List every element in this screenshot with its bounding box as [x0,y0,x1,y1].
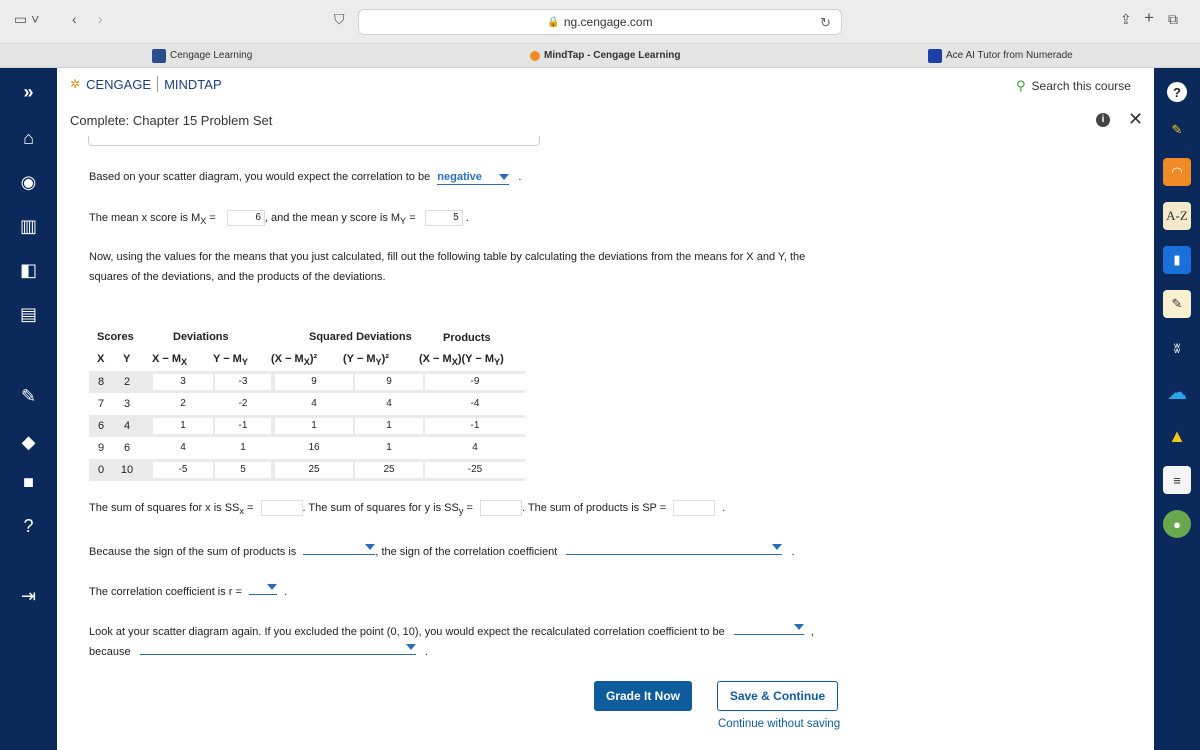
cell-sqy-input[interactable]: 1 [355,418,423,434]
brand-separator [157,76,158,92]
browser-toolbar [0,0,1200,44]
header-scores: Scores [97,331,134,343]
previous-content-box [88,136,540,146]
cell-x: 0 [97,464,105,476]
shield-icon[interactable]: ⛉ [334,11,345,27]
gradebook-icon[interactable]: ◧ [19,260,37,280]
sidebar-toggle-icon[interactable]: ▭ ˅ [14,11,40,27]
cell-sqx-input[interactable]: 16 [275,440,353,456]
cell-y: 2 [123,376,131,388]
tab-overview-icon[interactable]: ⧉ [1168,11,1178,27]
app-dock [1154,68,1200,750]
course-icon[interactable]: ▤ [19,304,37,324]
notes-icon[interactable]: ✎ [1163,290,1191,318]
dock-help-icon[interactable]: ? [1167,82,1187,102]
page-title: Complete: Chapter 15 Problem Set [70,113,273,128]
cell-sqx-input[interactable]: 4 [275,396,353,412]
cloud-icon[interactable]: ☁ [1167,381,1187,404]
cell-dx-input[interactable]: 1 [153,418,213,434]
cell-sqy-input[interactable]: 25 [355,462,423,478]
col-x-minus-mx: $X - M_X$ [152,353,188,368]
az-icon[interactable]: A-Z [1163,202,1191,230]
cell-dx-input[interactable]: 4 [153,440,213,456]
cell-sqy-input[interactable]: 1 [355,440,423,456]
col-sq-y: $(Y - M_Y)^2$ [343,353,389,368]
book-icon[interactable]: ▮ [1163,246,1191,274]
profile-icon[interactable]: ● [1163,510,1191,538]
document-icon[interactable]: ≡ [1163,466,1191,494]
chevron-down-icon [794,624,804,630]
correlation-question: Based on your scatter diagram, you would expect the correlation to be negative . [89,171,522,183]
cell-x: 9 [97,442,105,454]
cell-y: 4 [123,420,131,432]
continue-without-saving-link[interactable]: Continue without saving [718,718,841,730]
cell-dy-input[interactable]: -1 [215,418,271,434]
sums-line: The sum of squares for x is $SS_x$ = . The sum of squares for y is $SS_y$ = . The sum of products is SP = . [89,501,726,517]
cell-dx-input[interactable]: -5 [153,462,213,478]
cengage-favicon-icon [152,49,166,63]
expand-icon[interactable]: » [23,82,34,102]
instructions-line-2: squares of the deviations, and the products of the deviations. [89,271,386,283]
table-row [89,459,525,481]
numerade-favicon-icon [928,49,942,63]
cell-sqy-input[interactable]: 9 [355,374,423,390]
sign-line: Because the sign of the sum of products is , the sign of the correlation coefficient . [89,541,795,558]
tab-numerade[interactable]: Ace AI Tutor from Numerade [928,44,1073,68]
col-sq-x: $(X - M_X)^2$ [271,353,318,368]
cell-x: 6 [97,420,105,432]
mean-y-input[interactable]: 5 [425,210,463,226]
save-continue-button[interactable]: Save & Continue [717,681,838,711]
recalculated-r-dropdown[interactable] [734,621,804,635]
tools-icon[interactable]: ✎ [20,386,37,406]
search-icon: ⚲ [1016,78,1026,93]
logout-icon[interactable]: ⇥ [20,586,37,606]
chevron-down-icon [365,544,375,550]
brand-logo[interactable]: ✲ CENGAGE MINDTAP [70,76,222,92]
cell-dx-input[interactable]: 2 [153,396,213,412]
col-y-minus-my: $Y - M_Y$ [213,353,248,368]
chevron-down-icon [772,544,782,550]
cell-y: 3 [123,398,131,410]
cell-dy-input[interactable]: -2 [215,396,271,412]
because-dropdown[interactable] [140,641,416,655]
correlation-dropdown[interactable]: negative [437,171,509,185]
instructions-line-1: Now, using the values for the means that you just calculated, fill out the following table by calculating the deviations from the means for X and Y, the [89,251,806,263]
sp-sign-dropdown[interactable] [303,541,375,555]
cell-product-input[interactable]: 4 [425,440,525,456]
readspeaker-icon[interactable]: ʬ [1173,340,1181,356]
left-nav [0,68,57,750]
calendar-icon[interactable]: ▥ [19,216,37,236]
header-products: Products [443,332,491,344]
tab-cengage-learning[interactable]: Cengage Learning [152,44,252,68]
col-products: $(X - M_X)(Y - M_Y)$ [419,353,504,368]
home-icon[interactable]: ⌂ [23,128,34,148]
mean-x-input[interactable]: 6 [227,210,265,226]
means-line: The mean x score is $M_X = 6$ , and the mean y score is $M_Y = 5$ . [89,211,469,227]
r-sign-dropdown[interactable] [566,541,782,555]
cell-sqx-input[interactable]: 1 [275,418,353,434]
cell-x: 8 [97,376,105,388]
r-dropdown[interactable] [249,581,277,595]
new-tab-icon[interactable]: + [1144,8,1154,27]
cell-y: 6 [123,442,131,454]
chevron-down-icon [406,644,416,650]
reload-icon[interactable]: ↻ [820,15,831,30]
account-icon[interactable]: ◉ [20,172,37,192]
cell-product-input[interactable]: -4 [425,396,525,412]
pencil-icon[interactable]: ✎ [1171,122,1183,137]
close-icon[interactable]: ✕ [1128,109,1144,129]
tab-strip [0,44,1200,68]
cell-product-input[interactable]: -9 [425,374,525,390]
cell-dy-input[interactable]: -3 [215,374,271,390]
col-x: X [97,353,105,365]
r-line: The correlation coefficient is r = . [89,581,287,598]
help-icon[interactable]: ? [23,516,34,536]
rss-icon[interactable]: ◠ [1163,158,1191,186]
cell-product-input[interactable]: -25 [425,462,525,478]
cell-dy-input[interactable]: 5 [215,462,271,478]
chevron-down-icon [499,174,509,180]
col-y: Y [123,353,131,365]
sp-input[interactable] [673,500,715,516]
cell-dy-input[interactable]: 1 [215,440,271,456]
forward-icon[interactable]: › [98,11,103,27]
lock-icon: 🔒 [547,16,560,28]
search-course[interactable]: ⚲ Search this course [1016,78,1131,93]
address-bar[interactable] [358,9,842,35]
ssx-input[interactable] [261,500,303,516]
back-icon[interactable]: ‹ [72,11,77,27]
cengage-logo-icon: ✲ [70,77,81,91]
drive-icon[interactable]: ▲ [1168,425,1186,446]
learning-icon[interactable]: ◆ [21,432,36,452]
url-text: ng.cengage.com [563,15,653,29]
exclude-point-line: Look at your scatter diagram again. If you excluded the point (0, 10), you would expect the recalculated correlation coefficient to be , [89,621,814,638]
info-icon[interactable]: i [1096,113,1110,127]
tab-mindtap[interactable]: MindTap - Cengage Learning [530,44,680,68]
header-squared-deviations: Squared Deviations [309,331,412,343]
table-row [89,371,525,393]
chevron-down-icon [267,584,277,590]
cell-sqy-input[interactable]: 4 [355,396,423,412]
table-row [89,393,525,415]
header-deviations: Deviations [173,331,229,343]
table-row [89,415,525,437]
table-row [89,437,525,459]
cell-y: 10 [120,464,134,476]
cell-product-input[interactable]: -1 [425,418,525,434]
cell-x: 7 [97,398,105,410]
cell-sqx-input[interactable]: 9 [275,374,353,390]
share-icon[interactable]: ⇪ [1120,11,1132,27]
because-line: because . [89,641,428,658]
ssy-input[interactable] [480,500,522,516]
cell-sqx-input[interactable]: 25 [275,462,353,478]
cell-dx-input[interactable]: 3 [153,374,213,390]
briefcase-icon[interactable]: ■ [23,472,34,492]
grade-it-now-button[interactable]: Grade It Now [594,681,692,711]
mindtap-favicon-icon [530,51,540,61]
